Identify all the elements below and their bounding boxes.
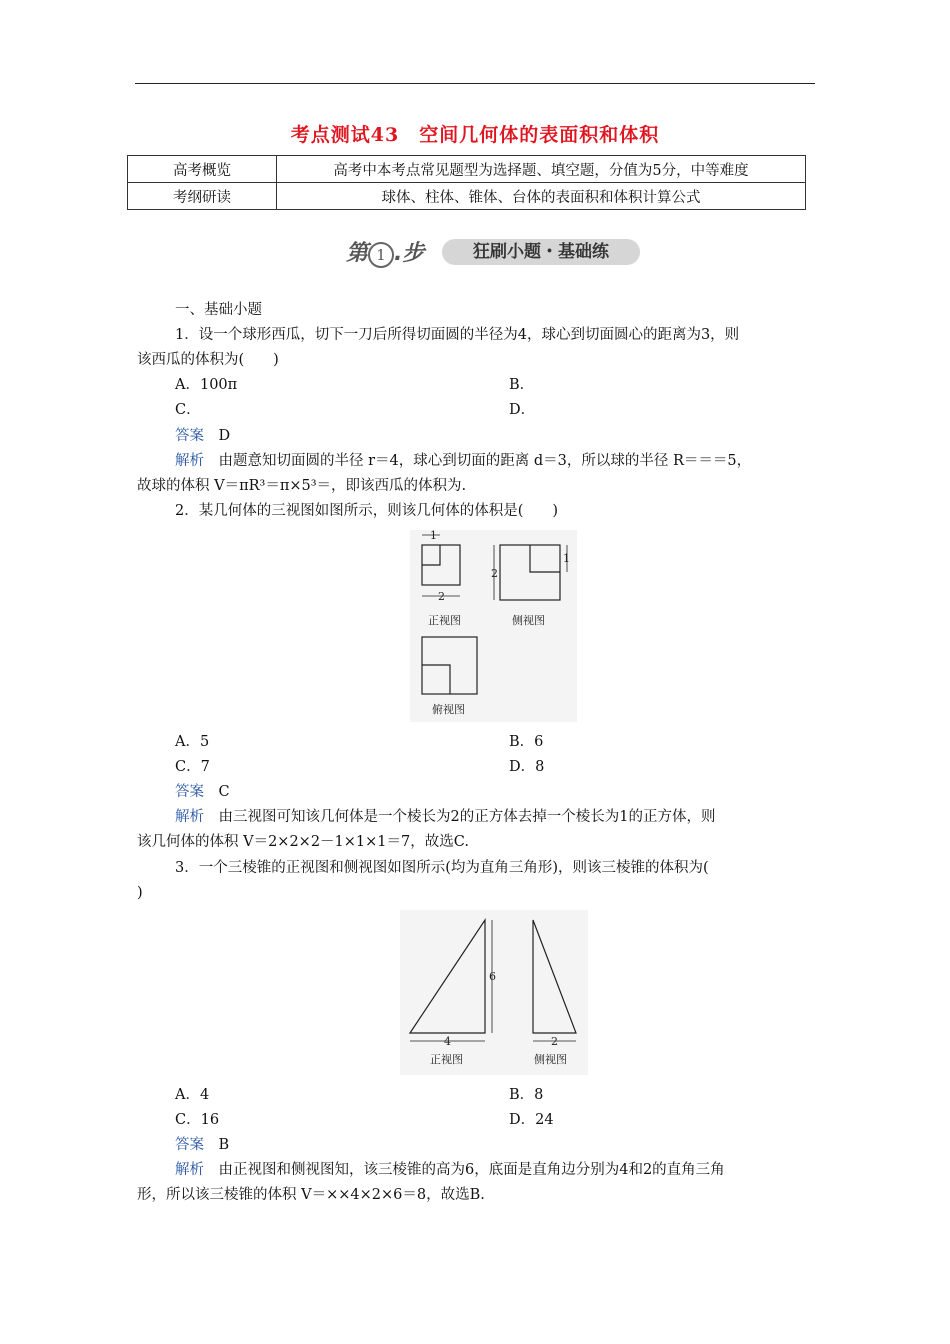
- q3-option-c: C．16: [175, 1112, 220, 1128]
- front-caption: 正视图: [428, 614, 461, 627]
- q1-stem-line2: 该西瓜的体积为( ): [137, 352, 279, 368]
- q1-option-c: C．: [175, 402, 201, 418]
- q3-option-d: D．24: [509, 1112, 554, 1128]
- answer-value: B: [218, 1137, 230, 1153]
- side-triangle: [533, 920, 576, 1041]
- table-key: 考纲研读: [128, 183, 277, 210]
- q3-option-a: A．4: [175, 1087, 210, 1103]
- front-dim-2: 2: [438, 590, 445, 603]
- page-title: 考点测试43 空间几何体的表面积和体积: [290, 124, 660, 146]
- side-dim-1: 1: [563, 552, 570, 565]
- q2-stem: 2．某几何体的三视图如图所示，则该几何体的体积是( ): [175, 503, 559, 519]
- analysis-text: 由三视图可知该几何体是一个棱长为2的正方体去掉一个棱长为1的正方体，则: [218, 809, 716, 825]
- q3-option-b: B．8: [509, 1087, 544, 1103]
- q1-option-a: A．100π: [175, 377, 238, 393]
- side-base-label: 2: [551, 1035, 558, 1048]
- q2-option-b: B．6: [509, 734, 544, 750]
- q2-answer: [175, 782, 230, 802]
- step-prefix: 第: [346, 241, 369, 266]
- front-view: [422, 535, 460, 596]
- side-caption: 侧视图: [534, 1053, 567, 1066]
- answer-value: D: [218, 428, 231, 444]
- q3-analysis-line1: [175, 1160, 725, 1180]
- q2-option-c: C．7: [175, 759, 210, 775]
- step-suffix: .步: [394, 241, 425, 266]
- q3-answer: [175, 1135, 229, 1155]
- q3-stem-line2: ): [137, 885, 143, 901]
- side-view: [494, 545, 567, 600]
- info-table: [127, 155, 806, 210]
- answer-label: 答案: [175, 428, 204, 444]
- analysis-text: 由正视图和侧视图知，该三棱锥的高为6，底面是直角边分别为4和2的直角三角: [218, 1162, 725, 1178]
- front-base-label: 4: [444, 1035, 451, 1048]
- step-label: 狂刷小题・基础练: [442, 239, 640, 265]
- q2-option-d: D．8: [509, 759, 545, 775]
- top-view: [422, 637, 477, 694]
- top-caption: 俯视图: [432, 703, 465, 716]
- q3-view-figure: [400, 910, 588, 1075]
- q1-analysis-line1: [175, 451, 751, 471]
- analysis-label: 解析: [175, 809, 204, 825]
- q1-answer: [175, 426, 230, 446]
- table-key: 高考概览: [128, 156, 277, 183]
- table-row: [128, 183, 806, 210]
- q2-analysis-line1: [175, 807, 715, 827]
- table-value: 高考中本考点常见题型为选择题、填空题，分值为5分，中等难度: [277, 156, 806, 183]
- front-dim-1: 1: [430, 530, 437, 542]
- analysis-label: 解析: [175, 453, 204, 469]
- answer-label: 答案: [175, 1137, 204, 1153]
- q3-analysis-line2: 形，所以该三棱锥的体积 V＝××4×2×6＝8，故选B.: [137, 1187, 485, 1203]
- section-heading: 一、基础小题: [175, 302, 262, 318]
- analysis-label: 解析: [175, 1162, 204, 1178]
- answer-label: 答案: [175, 784, 204, 800]
- analysis-text: 由题意知切面圆的半径 r＝4，球心到切面的距离 d＝3，所以球的半径 R＝＝＝5，: [218, 453, 752, 469]
- front-triangle: [410, 920, 492, 1041]
- table-row: [128, 156, 806, 183]
- q1-analysis-line2: 故球的体积 V＝πR³＝π×5³＝，即该西瓜的体积为.: [137, 478, 467, 494]
- height-label: 6: [489, 970, 496, 983]
- q3-figure-svg: [400, 910, 588, 1075]
- table-value: 球体、柱体、锥体、台体的表面积和体积计算公式: [277, 183, 806, 210]
- front-caption: 正视图: [430, 1053, 463, 1066]
- side-dim-2: 2: [491, 567, 498, 580]
- step-number-icon: 1: [368, 242, 394, 268]
- q2-option-a: A．5: [175, 734, 210, 750]
- q1-stem-line1: 1．设一个球形西瓜，切下一刀后所得切面圆的半径为4，球心到切面圆心的距离为3，则: [175, 327, 740, 343]
- step-banner: [346, 236, 609, 268]
- q1-option-b: B．: [509, 377, 535, 393]
- q2-three-view-figure: [410, 530, 577, 722]
- q1-option-d: D．: [509, 402, 536, 418]
- header-rule: [135, 83, 815, 84]
- q2-analysis-line2: 该几何体的体积 V＝2×2×2－1×1×1＝7，故选C.: [137, 834, 469, 850]
- side-caption: 侧视图: [512, 614, 545, 627]
- q3-stem-line1: 3．一个三棱锥的正视图和侧视图如图所示(均为直角三角形)，则该三棱锥的体积为(: [175, 860, 709, 876]
- q2-figure-svg: [410, 530, 577, 722]
- answer-value: C: [218, 784, 230, 800]
